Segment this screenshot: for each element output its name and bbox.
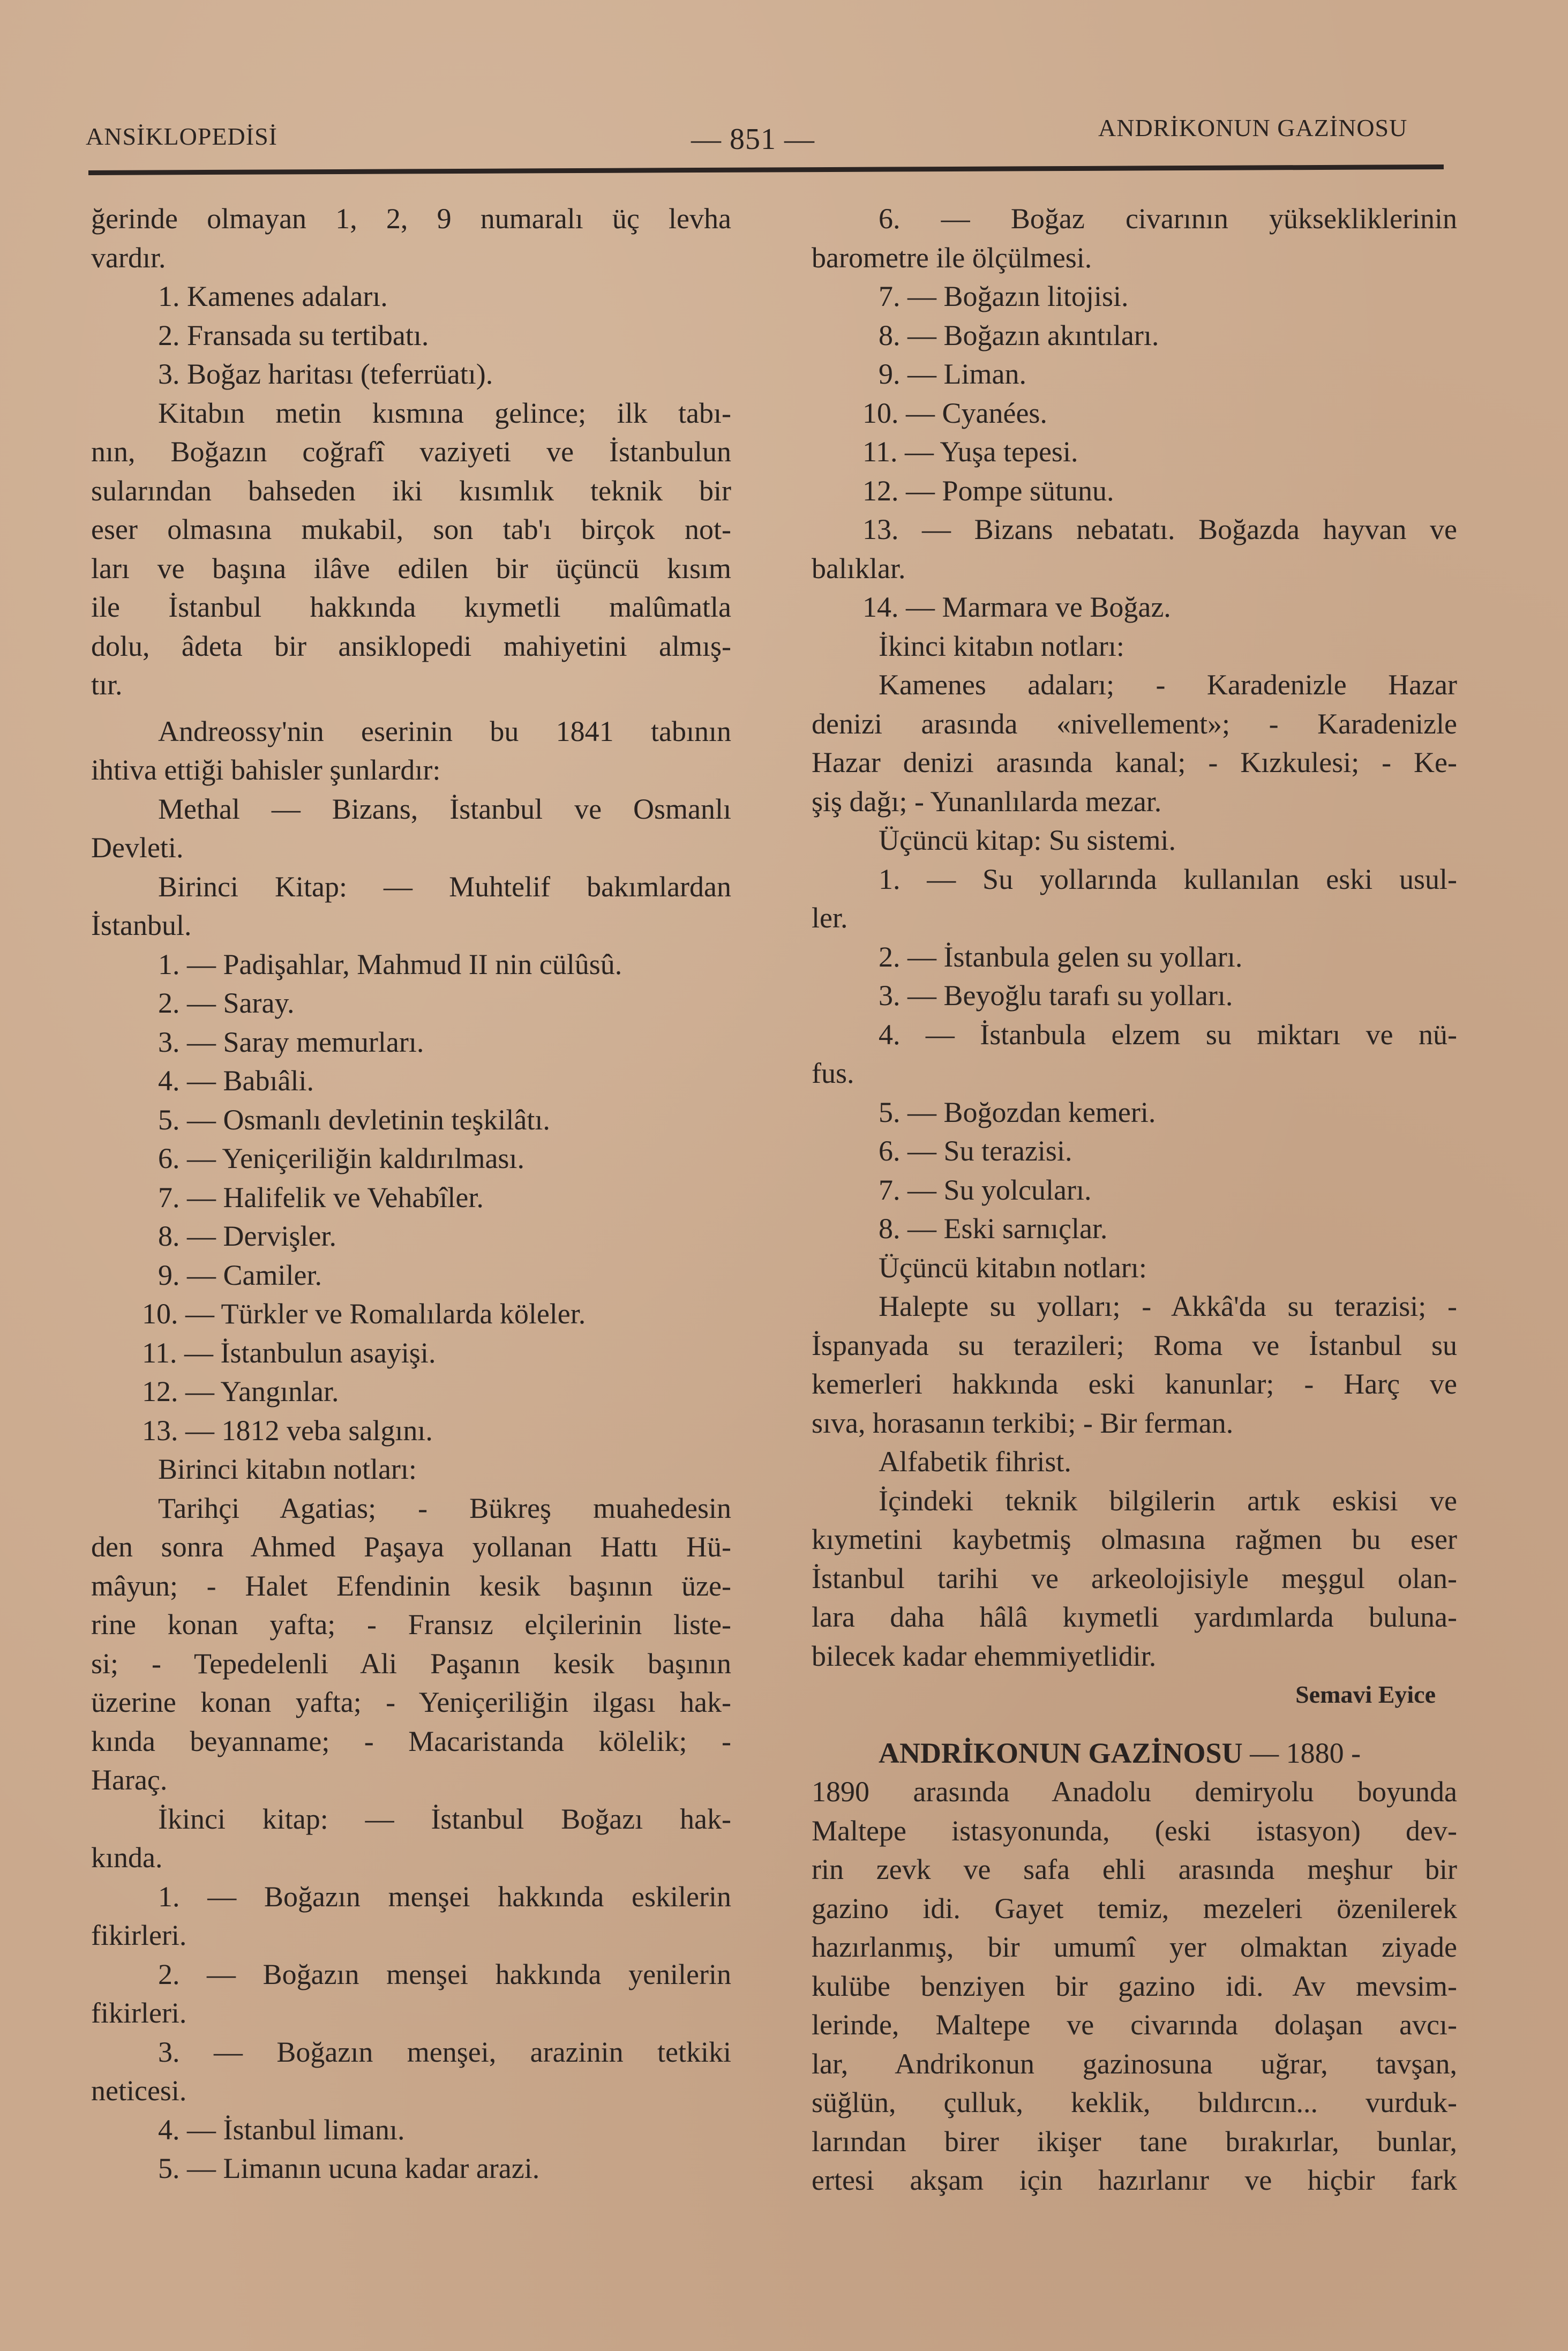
right-column bbox=[812, 199, 1457, 2200]
list-item: 2. — İstanbula gelen su yolları. bbox=[879, 940, 1243, 973]
paragraph-line: İkinci kitap: — İstanbul Boğazı hak- bbox=[158, 1802, 731, 1835]
list-item: 4. — İstanbul limanı. bbox=[158, 2113, 405, 2146]
paragraph-line: Maltepe istasyonunda, (eski istasyon) dev- bbox=[812, 1814, 1457, 1847]
paragraph-line: mâyun; - Halet Efendinin kesik başının üze- bbox=[91, 1569, 731, 1602]
left-column bbox=[91, 199, 731, 2188]
paragraph-line: rine konan yafta; - Fransız elçilerinin liste- bbox=[91, 1608, 731, 1641]
list-item: 5. — Osmanlı devletinin teşkilâtı. bbox=[158, 1103, 550, 1136]
paragraph-line: Birinci Kitap: — Muhtelif bakımlardan bbox=[158, 870, 731, 903]
list-item: 9. — Liman. bbox=[879, 358, 1026, 390]
list-item: 10. — Türkler ve Romalılarda köleler. bbox=[142, 1298, 586, 1330]
list-item: 13. — 1812 veba salgını. bbox=[142, 1414, 433, 1447]
paragraph-line: Haraç. bbox=[91, 1764, 168, 1796]
paragraph-line: ihtiva ettiği bahisler şunlardır: bbox=[91, 754, 441, 786]
list-item: 9. — Camiler. bbox=[158, 1259, 322, 1291]
paragraph-line: rin zevk ve safa ehli arasında meşhur bir bbox=[812, 1853, 1457, 1885]
list-item: 1. — Padişahlar, Mahmud II nin cülûsû. bbox=[158, 948, 622, 980]
list-item: 8. — Boğazın akıntıları. bbox=[879, 319, 1159, 351]
paragraph-line: Methal — Bizans, İstanbul ve Osmanlı bbox=[158, 792, 731, 825]
section-heading: Üçüncü kitabın notları: bbox=[879, 1251, 1147, 1284]
list-item: ler. bbox=[812, 902, 848, 934]
paragraph-line: sularından bahseden iki kısımlık teknik bir bbox=[91, 474, 731, 507]
paragraph-line: Tarihçi Agatias; - Bükreş muahedesin bbox=[158, 1492, 731, 1524]
paragraph-line: 1890 arasında Anadolu demiryolu boyunda bbox=[812, 1776, 1457, 1808]
list-item: 7. — Boğazın litojisi. bbox=[879, 280, 1129, 312]
section-heading: İkinci kitabın notları: bbox=[879, 630, 1124, 662]
paragraph-line: İstanbul tarihi ve arkeolojisiyle meşgul olan- bbox=[812, 1562, 1457, 1594]
paragraph-line: Halepte su yolları; - Akkâ'da su terazisi; - bbox=[879, 1290, 1457, 1322]
paragraph-line: ertesi akşam için hazırlanır ve hiçbir fark bbox=[812, 2164, 1457, 2196]
paragraph-line: kıymetini kaybetmiş olmasına rağmen bu eser bbox=[812, 1523, 1457, 1555]
paragraph-line: Kamenes adaları; - Karadenizle Hazar bbox=[879, 669, 1457, 701]
text-line: vardır. bbox=[91, 241, 166, 274]
page-number: — 851 — bbox=[691, 123, 815, 156]
list-item: 11. — İstanbulun asayişi. bbox=[142, 1336, 436, 1369]
list-item: 10. — Cyanées. bbox=[862, 396, 1047, 429]
list-item: 13. — Bizans nebatatı. Boğazda hayvan ve bbox=[862, 513, 1457, 545]
paragraph-line: İstanbul. bbox=[91, 909, 192, 941]
paragraph-line: Alfabetik fihrist. bbox=[879, 1446, 1071, 1478]
paragraph-line: eser olmasına mukabil, son tab'ı birçok not- bbox=[91, 513, 731, 545]
paragraph-line: İçindeki teknik bilgilerin artık eskisi ve bbox=[879, 1484, 1457, 1517]
list-item: 1. — Boğazın menşei hakkında eskilerin bbox=[158, 1880, 731, 1913]
entry-heading-line bbox=[812, 1734, 1457, 1773]
list-item: 3. Boğaz haritası (teferrüatı). bbox=[158, 358, 493, 390]
paragraph-line: bilecek kadar ehemmiyetlidir. bbox=[812, 1639, 1157, 1672]
paragraph-line: ları ve başına ilâve edilen bir üçüncü kısım bbox=[91, 552, 731, 585]
paragraph-line: Hazar denizi arasında kanal; - Kızkulesi; - Ke- bbox=[812, 746, 1457, 778]
list-item: 1. — Su yollarında kullanılan eski usul- bbox=[879, 863, 1457, 895]
entry-title-dates: — 1880 - bbox=[1242, 1736, 1361, 1769]
section-heading: Birinci kitabın notları: bbox=[158, 1453, 417, 1485]
paragraph-line: kında. bbox=[91, 1841, 163, 1874]
list-item: 6. — Yeniçeriliğin kaldırılması. bbox=[158, 1142, 524, 1174]
paragraph-line: gazino idi. Gayet temiz, mezeleri özenilerek bbox=[812, 1892, 1457, 1925]
list-item: fikirleri. bbox=[91, 1997, 187, 2029]
author-signature: Semavi Eyice bbox=[1295, 1681, 1436, 1708]
list-item: 6. — Boğaz civarının yüksekliklerinin bbox=[879, 203, 1457, 235]
list-item: 2. — Boğazın menşei hakkında yenilerin bbox=[158, 1958, 731, 1990]
list-item: 11. — Yuşa tepesi. bbox=[862, 436, 1078, 468]
paragraph-line: larından birer ikişer tane bırakırlar, bunlar, bbox=[812, 2125, 1457, 2158]
paragraph-line: Andreossy'nin eserinin bu 1841 tabının bbox=[158, 715, 731, 747]
paragraph-line: sıva, horasanın terkibi; - Bir ferman. bbox=[812, 1406, 1234, 1439]
paragraph-line: den sonra Ahmed Paşaya yollanan Hattı Hü- bbox=[91, 1531, 731, 1563]
paragraph-line: lara daha hâlâ kıymetli yardımlarda buluna- bbox=[812, 1601, 1457, 1633]
paragraph-line: şiş dağı; - Yunanlılarda mezar. bbox=[812, 785, 1162, 818]
paragraph-line: kında beyanname; - Macaristanda kölelik; - bbox=[91, 1725, 731, 1757]
list-item: 14. — Marmara ve Boğaz. bbox=[862, 591, 1171, 623]
paragraph-line: dolu, âdeta bir ansiklopedi mahiyetini almış- bbox=[91, 630, 731, 662]
paragraph-line: Devleti. bbox=[91, 832, 184, 864]
list-item: 7. — Halifelik ve Vehabîler. bbox=[158, 1181, 484, 1214]
list-item: 3. — Boğazın menşei, arazinin tetkiki bbox=[158, 2035, 731, 2068]
list-item: 1. Kamenes adaları. bbox=[158, 280, 388, 312]
list-item: 6. — Su terazisi. bbox=[879, 1135, 1072, 1167]
list-item: 5. — Boğozdan kemeri. bbox=[879, 1096, 1156, 1128]
paragraph-line: ile İstanbul hakkında kıymetli malûmatla bbox=[91, 591, 731, 623]
paragraph-line: süğlün, çulluk, keklik, bıldırcın... vurduk- bbox=[812, 2086, 1457, 2118]
paragraph-line: lar, Andrikonun gazinosuna uğrar, tavşan, bbox=[812, 2047, 1457, 2080]
paragraph-line: nın, Boğazın coğrafî vaziyeti ve İstanbulun bbox=[91, 436, 731, 468]
paragraph-line: kemerleri hakkında eski kanunlar; - Harç ve bbox=[812, 1368, 1457, 1400]
list-item: 3. — Beyoğlu tarafı su yolları. bbox=[879, 979, 1233, 1012]
section-heading: Üçüncü kitap: Su sistemi. bbox=[879, 824, 1176, 856]
list-item: fus. bbox=[812, 1057, 854, 1089]
paragraph-line: denizi arasında «nivellement»; - Karadenizle bbox=[812, 707, 1457, 740]
list-item: 4. — Babıâli. bbox=[158, 1065, 314, 1097]
list-item: 5. — Limanın ucuna kadar arazi. bbox=[158, 2152, 540, 2184]
list-item: 7. — Su yolcuları. bbox=[879, 1173, 1092, 1206]
list-item: fikirleri. bbox=[91, 1919, 187, 1951]
list-item: 8. — Dervişler. bbox=[158, 1220, 336, 1252]
paragraph-line: lerinde, Maltepe ve civarında dolaşan avcı- bbox=[812, 2009, 1457, 2041]
list-item: 12. — Pompe sütunu. bbox=[862, 474, 1114, 507]
list-item: neticesi. bbox=[91, 2075, 187, 2107]
text-line: ğerinde olmayan 1, 2, 9 numaralı üç levha bbox=[91, 203, 731, 235]
list-item: 12. — Yangınlar. bbox=[142, 1375, 339, 1407]
list-item: 3. — Saray memurları. bbox=[158, 1025, 424, 1058]
running-header-right: ANDRİKONUN GAZİNOSU bbox=[1098, 114, 1408, 141]
paragraph-line: tır. bbox=[91, 669, 123, 701]
paragraph-line: üzerine konan yafta; - Yeniçeriliğin ilgası hak- bbox=[91, 1686, 731, 1718]
paragraph-line: kulübe benziyen bir gazino idi. Av mevsim- bbox=[812, 1970, 1457, 2002]
list-item: 8. — Eski sarnıçlar. bbox=[879, 1212, 1108, 1245]
running-header-left: ANSİKLOPEDİSİ bbox=[86, 123, 277, 150]
list-item: balıklar. bbox=[812, 552, 906, 585]
paragraph-line: Kitabın metin kısmına gelince; ilk tabı- bbox=[158, 396, 731, 429]
entry-title: ANDRİKONUN GAZİNOSU bbox=[879, 1736, 1243, 1769]
paragraph-line: İspanyada su terazileri; Roma ve İstanbul su bbox=[812, 1329, 1457, 1361]
list-item: barometre ile ölçülmesi. bbox=[812, 241, 1092, 274]
list-item: 4. — İstanbula elzem su miktarı ve nü- bbox=[879, 1018, 1457, 1051]
list-item: 2. Fransada su tertibatı. bbox=[158, 319, 429, 351]
paragraph-line: hazırlanmış, bir umumî yer olmaktan ziyade bbox=[812, 1931, 1457, 1963]
list-item: 2. — Saray. bbox=[158, 987, 295, 1019]
paragraph-line: si; - Tepedelenli Ali Paşanın kesik başının bbox=[91, 1647, 731, 1680]
